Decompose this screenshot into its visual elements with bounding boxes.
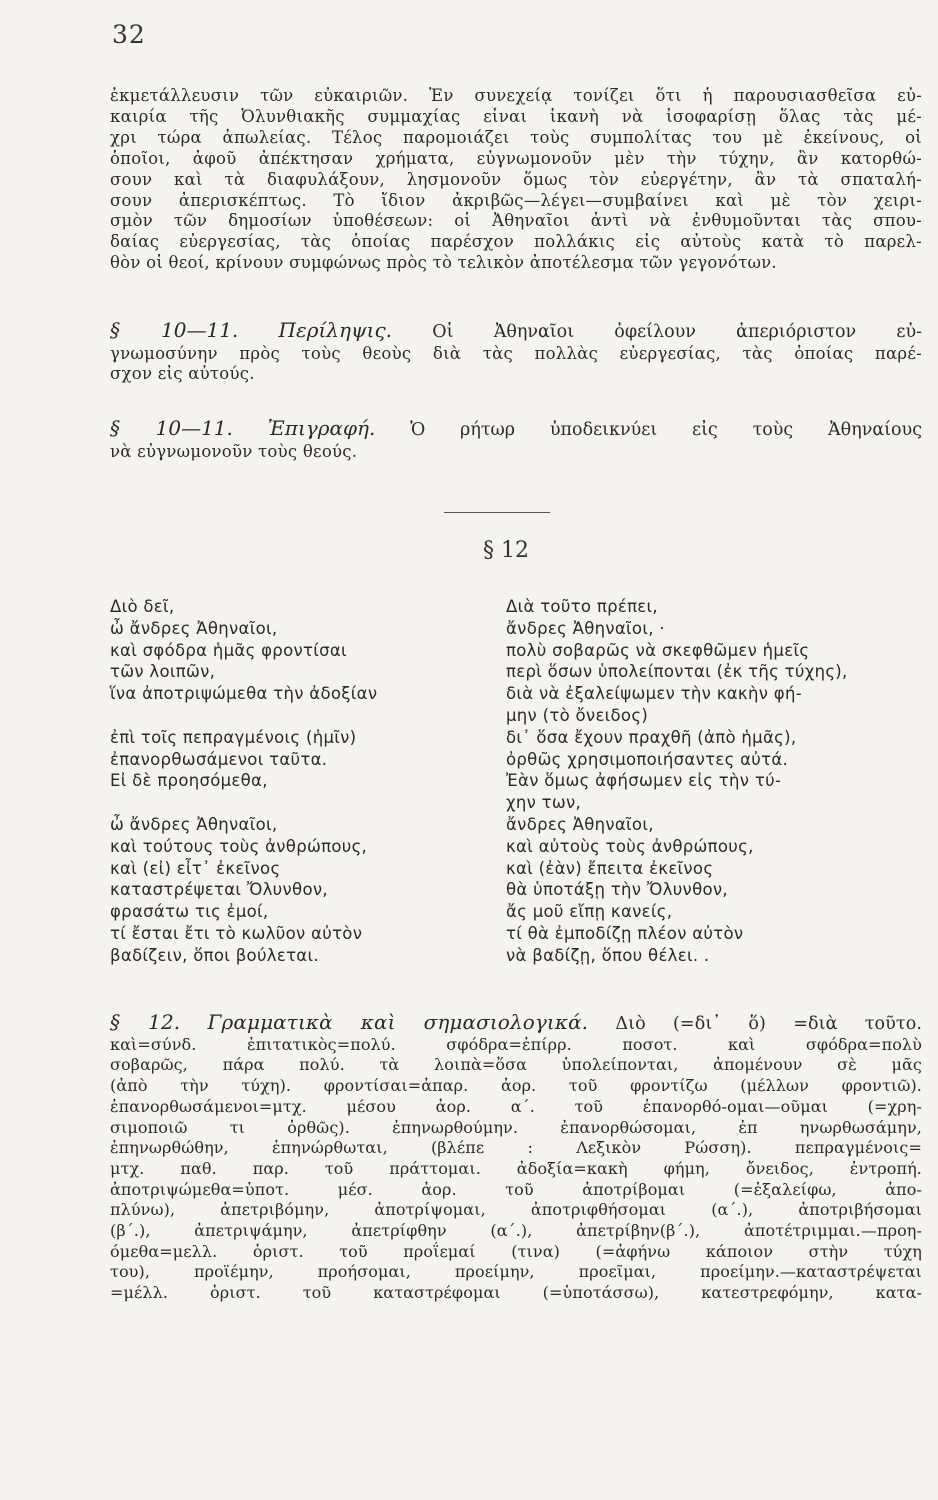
translation-line: μην (τὸ ὄνειδος)	[506, 705, 649, 725]
intro-line: δαίας εὐεργεσίας, τὰς ὁποίας παρέσχον πολλάκις εἰς αὐτοὺς κατὰ τὸ παρελ-	[110, 232, 922, 252]
translation-line: ὀρθῶς χρησιμοποιήσαντες αὐτά.	[506, 749, 789, 769]
perilipsis-paragraph	[110, 320, 922, 385]
original-line: Εἰ δὲ προησόμεθα,	[110, 771, 268, 791]
translation-line: διὰ νὰ ἐξαλείψωμεν τὴν κακὴν φή-	[506, 684, 802, 704]
grammar-line: Διὸ (=δι᾽ ὅ) =διὰ τοῦτο.	[615, 1014, 922, 1034]
divider	[444, 512, 550, 513]
original-line: τί ἔσται ἔτι τὸ κωλῦον αὐτὸν	[110, 923, 363, 943]
epigraphe-line: Ὁ ρήτωρ ὑποδεικνύει εἰς τοὺς Ἀθηναίους	[410, 420, 922, 440]
translation-line: χην των,	[506, 793, 582, 813]
grammar-line: ἀποτριψώμεθα=ὑποτ. μέσ. ἀορ. τοῦ ἀποτρίβομαι (=ἐξαλείφω, ἀπο-	[110, 1179, 922, 1199]
perilipsis-line: σχον εἰς αὐτούς.	[110, 364, 255, 384]
translation-line: ἄς μοῦ εἴπῃ κανείς,	[506, 902, 673, 922]
grammar-title: Γραμματικὰ καὶ σημασιολογικά.	[207, 1012, 589, 1034]
grammar-notes	[110, 1012, 922, 1304]
translation-line: δι᾽ ὅσα ἔχουν πραχθῆ (ἀπὸ ἡμᾶς),	[506, 727, 797, 747]
translation-line: θὰ ὑποτάξῃ τὴν Ὄλυνθον,	[506, 880, 728, 900]
original-line	[110, 705, 440, 727]
translation-line: νὰ βαδίζῃ, ὅπου θέλει. .	[506, 945, 710, 965]
perilipsis-line: Οἱ Ἀθηναῖοι ὀφείλουν ἀπεριόριστον εὐ-	[432, 322, 922, 342]
perilipsis-label: § 10—11.	[110, 320, 239, 342]
grammar-label: § 12.	[110, 1012, 181, 1034]
grammar-line: μτχ. παθ. παρ. τοῦ πράττομαι. ἀδοξία=κακὴ φήμη, ὄνειδος, ἐντροπή.	[110, 1158, 922, 1178]
epigraphe-paragraph	[110, 418, 922, 462]
intro-line: σμὸν τῶν δημοσίων ὑποθέσεων: οἱ Ἀθηναῖοι ἀντὶ νὰ ἐνθυμοῦνται τὰς σπου-	[110, 211, 922, 231]
original-line: ἐπανορθωσάμενοι ταῦτα.	[110, 749, 328, 769]
translation-line: Ἐὰν ὅμως ἀφήσωμεν εἰς τὴν τύ-	[506, 771, 782, 791]
original-line: καὶ (εἰ) εἶτ᾽ ἐκεῖνος	[110, 858, 281, 878]
intro-line: ὁποῖοι, ἀφοῦ ἀπέκτησαν χρήματα, εὐγνωμονοῦν μὲν τὴν τύχην, ἂν κατορθώ-	[110, 148, 922, 168]
grammar-first-line	[110, 1012, 922, 1035]
grammar-line: σιμοποιῶ τι ὀρθῶς). ἐπηνωρθούμην. ἐπανορθώσομαι, ἐπ ηνωρθωσάμην,	[110, 1117, 922, 1137]
intro-paragraph	[110, 86, 922, 274]
original-line: ἵνα ἀποτριψώμεθα τὴν ἀδοξίαν	[110, 684, 378, 704]
epigraphe-line: νὰ εὐγνωμονοῦν τοὺς θεούς.	[110, 441, 358, 461]
translation-line: καὶ αὐτοὺς τοὺς ἀνθρώπους,	[506, 836, 754, 856]
epigraphe-label: § 10—11.	[110, 418, 233, 440]
grammar-line: όμεθα=μελλ. ὁριστ. τοῦ προΐεμαί (τινα) (=ἀφήνω κάποιον στὴν τύχη	[110, 1241, 922, 1261]
translation-line: τί θὰ ἐμποδίζῃ πλέον αὐτὸν	[506, 923, 744, 943]
grammar-line: ἐπανορθωσάμενοι=μτχ. μέσου ἀορ. α΄. τοῦ ἐπανορθό-ομαι—οῦμαι (=χρη-	[110, 1096, 922, 1116]
intro-line: καιρία τῆς Ὀλυνθιακῆς συμμαχίας εἶναι ἱκανὴ νὰ ἰσοφαρίσῃ ὅλας τὰς μέ-	[110, 106, 922, 126]
grammar-line: του), προϊέμην, προήσομαι, προείμην, προεῖμαι, προείμην.—καταστρέψεται	[110, 1262, 922, 1282]
original-text-column	[110, 596, 440, 967]
original-line: βαδίζειν, ὅποι βούλεται.	[110, 945, 319, 965]
grammar-line: =μέλλ. ὁριστ. τοῦ καταστρέφομαι (=ὑποτάσσω), κατεστρεφόμην, κατα-	[110, 1283, 922, 1303]
perilipsis-line: γνωμοσύνην πρὸς τοὺς θεοὺς διὰ τὰς πολλὰς εὐεργεσίας, τὰς ὁποίας παρέ-	[110, 343, 922, 363]
translation-line: ἄνδρες Ἀθηναῖοι, ·	[506, 618, 665, 638]
grammar-line: καὶ=σύνδ. ἐπιτατικὸς=πολύ. σφόδρα=ἐπίρρ. ποσοτ. καὶ σφόδρα=πολὺ	[110, 1034, 922, 1054]
original-line: ὦ ἄνδρες Ἀθηναῖοι,	[110, 814, 278, 834]
original-line: καταστρέψεται Ὄλυνθον,	[110, 880, 328, 900]
grammar-line: πλύνω), ἀπετριβόμην, ἀποτρίψομαι, ἀποτριφθήσομαι (α΄.), ἀποτριβήσομαι	[110, 1200, 922, 1220]
original-line: ἐπὶ τοῖς πεπραγμένοις (ἡμῖν)	[110, 727, 357, 747]
grammar-line: (ἀπὸ τὴν τύχη). φροντίσαι=ἀπαρ. ἀορ. τοῦ φροντίζω (μέλλων φροντιῶ).	[110, 1076, 922, 1096]
original-line	[110, 792, 440, 814]
page-number: 32	[112, 20, 146, 49]
intro-line: ἐκμετάλλευσιν τῶν εὐκαιριῶν. Ἐν συνεχείᾳ τονίζει ὅτι ἡ παρουσιασθεῖσα εὐ-	[110, 86, 922, 105]
intro-line: σουν καὶ τὰ διαφυλάξουν, λησμονοῦν ὅμως τὸν εὐεργέτην, ἂν τὰ σπαταλή-	[110, 169, 922, 189]
grammar-line: (β΄.), ἀπετριψάμην, ἀπετρίφθην (α΄.), ἀπετρίβην(β΄.), ἀποτέτριμμαι.—προη-	[110, 1221, 922, 1241]
original-line: τῶν λοιπῶν,	[110, 662, 216, 682]
epigraphe-first-line	[110, 418, 922, 442]
intro-line: χρι τώρα ἀπωλείας. Τέλος παρομοιάζει τοὺς συμπολίτας του μὲ ἐκείνους, οἱ	[110, 127, 922, 147]
intro-line: θὸν οἱ θεοί, κρίνουν συμφώνως πρὸς τὸ τελικὸν ἀποτέλεσμα τῶν γεγονότων.	[110, 253, 777, 273]
translation-line: ἄνδρες Ἀθηναῖοι,	[506, 814, 654, 834]
translation-line: περὶ ὅσων ὑπολείπονται (ἐκ τῆς τύχης),	[506, 662, 848, 682]
intro-line: σουν ἀπερισκέπτως. Τὸ ἴδιον ἀκριβῶς—λέγει—συμβαίνει καὶ μὲ τὸν χειρι-	[110, 190, 922, 210]
original-line: Διὸ δεῖ,	[110, 597, 175, 616]
perilipsis-title: Περίληψις.	[278, 320, 393, 342]
translation-line: καὶ (ἐὰν) ἔπειτα ἐκεῖνος	[506, 858, 714, 878]
perilipsis-first-line	[110, 320, 922, 344]
translation-column	[506, 596, 922, 967]
original-line: ὦ ἄνδρες Ἀθηναῖοι,	[110, 618, 278, 638]
original-line: καὶ σφόδρα ἡμᾶς φροντίσαι	[110, 640, 347, 660]
original-line: φρασάτω τις ἐμοί,	[110, 902, 269, 922]
epigraphe-title: Ἐπιγραφή.	[267, 418, 376, 440]
translation-line: Διὰ τοῦτο πρέπει,	[506, 597, 658, 616]
grammar-line: ἐπηνωρθώθην, ἐπηνώρθωται, (βλέπε : Λεξικὸν Ρώσση). πεπραγμένοις=	[110, 1138, 922, 1158]
grammar-line: σοβαρῶς, πάρα πολύ. τὰ λοιπὰ=ὅσα ὑπολείπονται, ἀπομένουν σὲ μᾶς	[110, 1055, 922, 1075]
section-heading: § 12	[483, 538, 529, 563]
translation-line: πολὺ σοβαρῶς νὰ σκεφθῶμεν ἡμεῖς	[506, 640, 810, 660]
original-line: καὶ τούτους τοὺς ἀνθρώπους,	[110, 836, 368, 856]
